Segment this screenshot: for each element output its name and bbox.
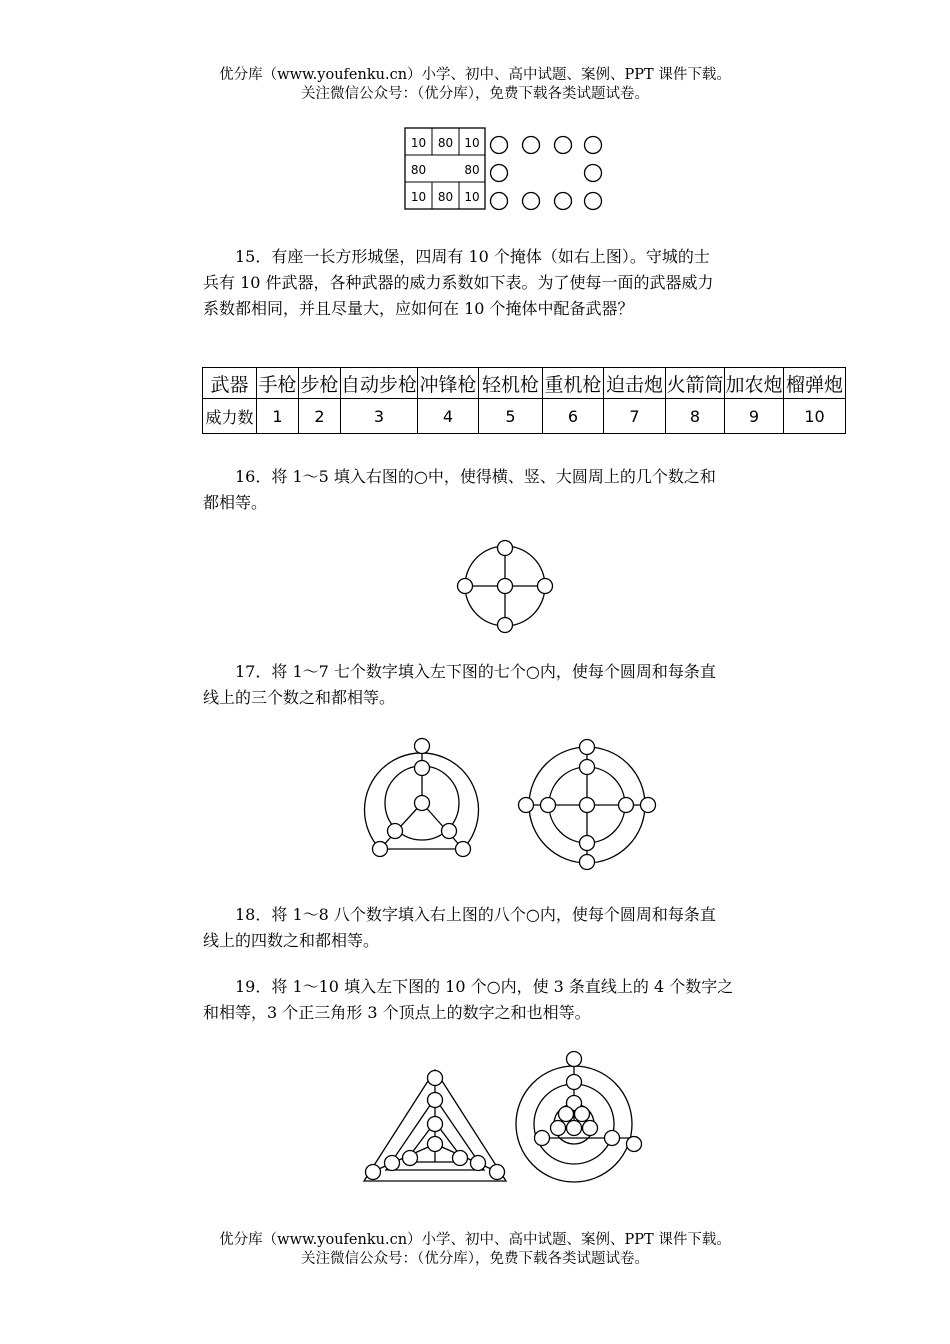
figure-19-nested-triangles bbox=[360, 1064, 510, 1186]
power-value: 1 bbox=[257, 399, 299, 434]
power-value: 7 bbox=[604, 399, 666, 434]
grid-cell: 10 bbox=[464, 136, 480, 150]
power-value: 4 bbox=[418, 399, 479, 434]
problem-15-line-2: 兵有 10 件武器，各种武器的威力系数如下表。为了使每一面的武器威力 bbox=[203, 273, 714, 292]
power-value: 9 bbox=[725, 399, 784, 434]
weapon-name: 重机枪 bbox=[543, 368, 604, 399]
problem-18-line-2: 线上的四数之和都相等。 bbox=[203, 931, 380, 950]
figure-17-concentric-three bbox=[355, 734, 490, 864]
problem-15 bbox=[203, 244, 805, 322]
problem-17-line-2: 线上的三个数之和都相等。 bbox=[203, 688, 396, 707]
header-line-1: 优分库（www.youfenku.cn）小学、初中、高中试题、案例、PPT 课件下载。 bbox=[219, 67, 731, 83]
weapon-name: 轻机枪 bbox=[479, 368, 543, 399]
grid-cell: 10 bbox=[464, 190, 480, 204]
problem-19-line-2: 和相等，3 个正三角形 3 个顶点上的数字之和也相等。 bbox=[203, 1003, 591, 1022]
power-row bbox=[203, 399, 846, 434]
grid-cell: 80 bbox=[410, 163, 427, 177]
problem-16-line-1: 16．将 1～5 填入右图的○中，使得横、竖、大圆周上的几个数之和 bbox=[235, 467, 716, 486]
footer-line-1: 优分库（www.youfenku.cn）小学、初中、高中试题、案例、PPT 课件下载。 bbox=[219, 1232, 731, 1248]
weapon-name: 榴弹炮 bbox=[784, 368, 846, 399]
grid-cell: 80 bbox=[464, 163, 480, 177]
problem-15-line-1: 15．有座一长方形城堡，四周有 10 个掩体（如右上图）。守城的士 bbox=[235, 247, 710, 266]
power-value: 2 bbox=[299, 399, 341, 434]
problem-18 bbox=[203, 902, 805, 954]
grid-cell: 10 bbox=[410, 136, 427, 150]
figure-18-concentric-cross bbox=[512, 736, 662, 872]
weapon-name: 冲锋枪 bbox=[418, 368, 479, 399]
header-line-2: 关注微信公众号：（优分库），免费下载各类试题试卷。 bbox=[301, 86, 649, 102]
power-value: 10 bbox=[784, 399, 846, 434]
problem-15-line-3: 系数都相同，并且尽量大，应如何在 10 个掩体中配备武器？ bbox=[203, 299, 634, 318]
figure-16-circle-cross bbox=[450, 536, 560, 636]
problem-16-line-2: 都相等。 bbox=[203, 493, 268, 512]
problem-17 bbox=[203, 659, 805, 711]
power-label: 威力数 bbox=[203, 399, 257, 434]
problem-19-line-1: 19．将 1～10 填入左下图的 10 个○内，使 3 条直线上的 4 个数字之 bbox=[235, 977, 734, 996]
power-value: 5 bbox=[479, 399, 543, 434]
grid-cell: 80 bbox=[437, 136, 454, 150]
weapon-name: 迫击炮 bbox=[604, 368, 666, 399]
weapon-header-label: 武器 bbox=[203, 368, 257, 399]
weapon-table bbox=[202, 367, 846, 434]
power-value: 8 bbox=[666, 399, 725, 434]
problem-16 bbox=[203, 464, 805, 516]
weapon-name: 步枪 bbox=[299, 368, 341, 399]
figure-19-concentric-circles bbox=[504, 1046, 644, 1186]
weapon-name: 自动步枪 bbox=[341, 368, 418, 399]
problem-18-line-1: 18．将 1～8 八个数字填入右上图的八个○内，使每个圆周和每条直 bbox=[235, 905, 716, 924]
problem-17-line-1: 17．将 1～7 七个数字填入左下图的七个○内，使每个圆周和每条直 bbox=[235, 662, 716, 681]
weapon-name: 火箭筒 bbox=[666, 368, 725, 399]
weapon-name: 手枪 bbox=[257, 368, 299, 399]
grid-cell: 80 bbox=[437, 190, 454, 204]
weapon-row bbox=[203, 368, 846, 399]
weapon-name: 加农炮 bbox=[725, 368, 784, 399]
power-value: 3 bbox=[341, 399, 418, 434]
castle-figure bbox=[400, 126, 610, 214]
footer-line-2: 关注微信公众号：（优分库），免费下载各类试题试卷。 bbox=[301, 1251, 649, 1267]
power-value: 6 bbox=[543, 399, 604, 434]
problem-19 bbox=[203, 974, 805, 1026]
grid-cell: 10 bbox=[410, 190, 427, 204]
